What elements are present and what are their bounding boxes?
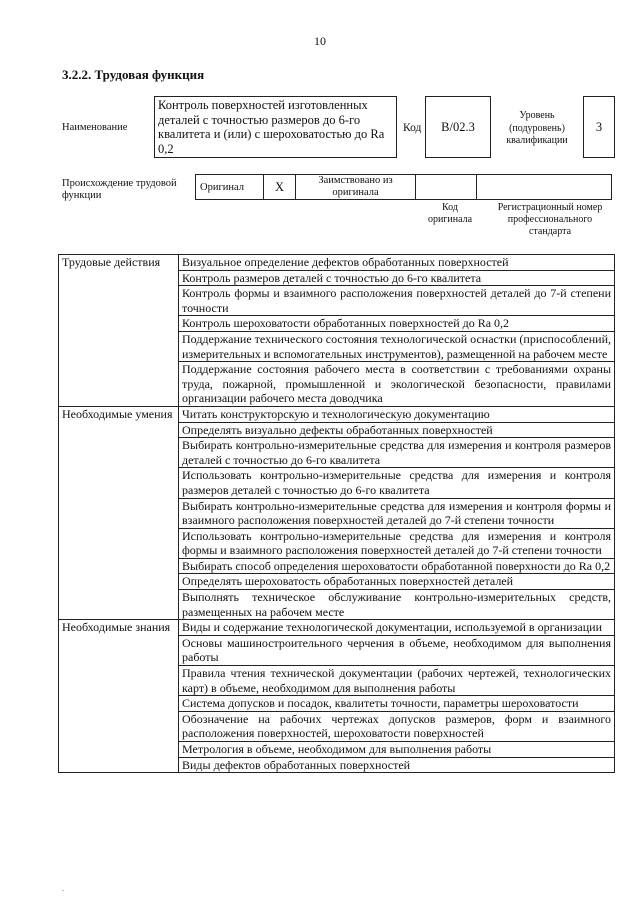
code-original-caption: Код оригинала	[427, 202, 473, 225]
section-item: Система допусков и посадок, квалитеты точности, параметры шероховатости	[179, 696, 615, 712]
reg-number-cell	[477, 175, 612, 200]
table-row	[59, 406, 615, 422]
section-item: Виды дефектов обработанных поверхностей	[179, 757, 615, 773]
function-name: Контроль поверхностей изготовленных деталей с точностью размеров до 6-го квалитета и (или) с шероховатостью до Ra 0,2	[154, 96, 397, 158]
borrowed-label: Заимствовано из оригинала	[296, 175, 416, 200]
section-item: Основы машиностроительного черчения в объеме, необходимом для выполнения работы	[179, 635, 615, 665]
code-value: B/02.3	[425, 96, 491, 158]
origin-label: Происхождение трудовой функции	[62, 178, 177, 201]
section-title-cell: Необходимые умения	[59, 406, 179, 619]
section-title-cell: Трудовые действия	[59, 255, 179, 407]
page-number: 10	[314, 34, 326, 48]
section-item: Читать конструкторскую и технологическую документацию	[179, 406, 615, 422]
section-item: Обозначение на рабочих чертежах допусков размеров, форм и взаимного расположения поверхностей, шероховатости поверхностей	[179, 711, 615, 741]
section-item: Правила чтения технической документации (рабочих чертежей, технологических карт) в объеме, необходимом для выполнения работы	[179, 666, 615, 696]
section-item: Определять шероховатость обработанных поверхностей деталей	[179, 574, 615, 590]
original-label: Оригинал	[196, 175, 264, 200]
origin-table	[195, 174, 612, 200]
code-original-cell	[416, 175, 477, 200]
section-item: Поддержание технического состояния технологической оснастки (приспособлений, измерительных и вспомогательных инструментов), размещенной на рабочем месте	[179, 331, 615, 361]
section-item: Поддержание состояния рабочего места в соответствии с требованиями охраны труда, пожарной, промышленной и экологической безопасности, правилами организации рабочего места доводчика	[179, 362, 615, 407]
section-item: Виды и содержание технологической документации, используемой в организации	[179, 620, 615, 636]
section-item: Выбирать контрольно-измерительные средства для измерения и контроля формы и взаимного расположения поверхностей деталей до 7-й степени точности	[179, 498, 615, 528]
section-item: Выполнять техническое обслуживание контрольно-измерительных средств, размещенных на рабочем месте	[179, 590, 615, 620]
level-label: Уровень (подуровень) квалификации	[506, 110, 568, 146]
level-value: 3	[583, 96, 615, 158]
section-item: Использовать контрольно-измерительные средства для измерения и контроля размеров деталей с точностью до 6-го квалитета	[179, 468, 615, 498]
original-mark: X	[264, 175, 296, 200]
table-row	[59, 255, 615, 271]
section-item: Контроль размеров деталей с точностью до 6-го квалитета	[179, 270, 615, 286]
section-item: Метрология в объеме, необходимом для выполнения работы	[179, 742, 615, 758]
section-item: Контроль формы и взаимного расположения поверхностей деталей до 7-й степени точности	[179, 286, 615, 316]
section-item: Выбирать контрольно-измерительные средства для измерения и контроля размеров деталей с точностью до 6-го квалитета	[179, 438, 615, 468]
section-title: 3.2.2. Трудовая функция	[62, 67, 205, 82]
reg-number-caption: Регистрационный номер профессионального стандарта	[497, 202, 603, 237]
function-table	[58, 254, 615, 773]
section-item: Использовать контрольно-измерительные средства для измерения и контроля формы и взаимного расположения поверхностей деталей до 7-й степени точности	[179, 528, 615, 558]
name-label: Наименование	[62, 122, 128, 133]
section-title-cell: Необходимые знания	[59, 620, 179, 773]
section-item: Контроль шероховатости обработанных поверхностей до Ra 0,2	[179, 316, 615, 332]
margin-mark: .	[62, 884, 64, 893]
section-item: Выбирать способ определения шероховатости обработанной поверхности до Ra 0,2	[179, 558, 615, 574]
section-item: Визуальное определение дефектов обработанных поверхностей	[179, 255, 615, 271]
code-label: Код	[403, 122, 422, 134]
table-row	[59, 620, 615, 636]
section-item: Определять визуально дефекты обработанных поверхностей	[179, 422, 615, 438]
